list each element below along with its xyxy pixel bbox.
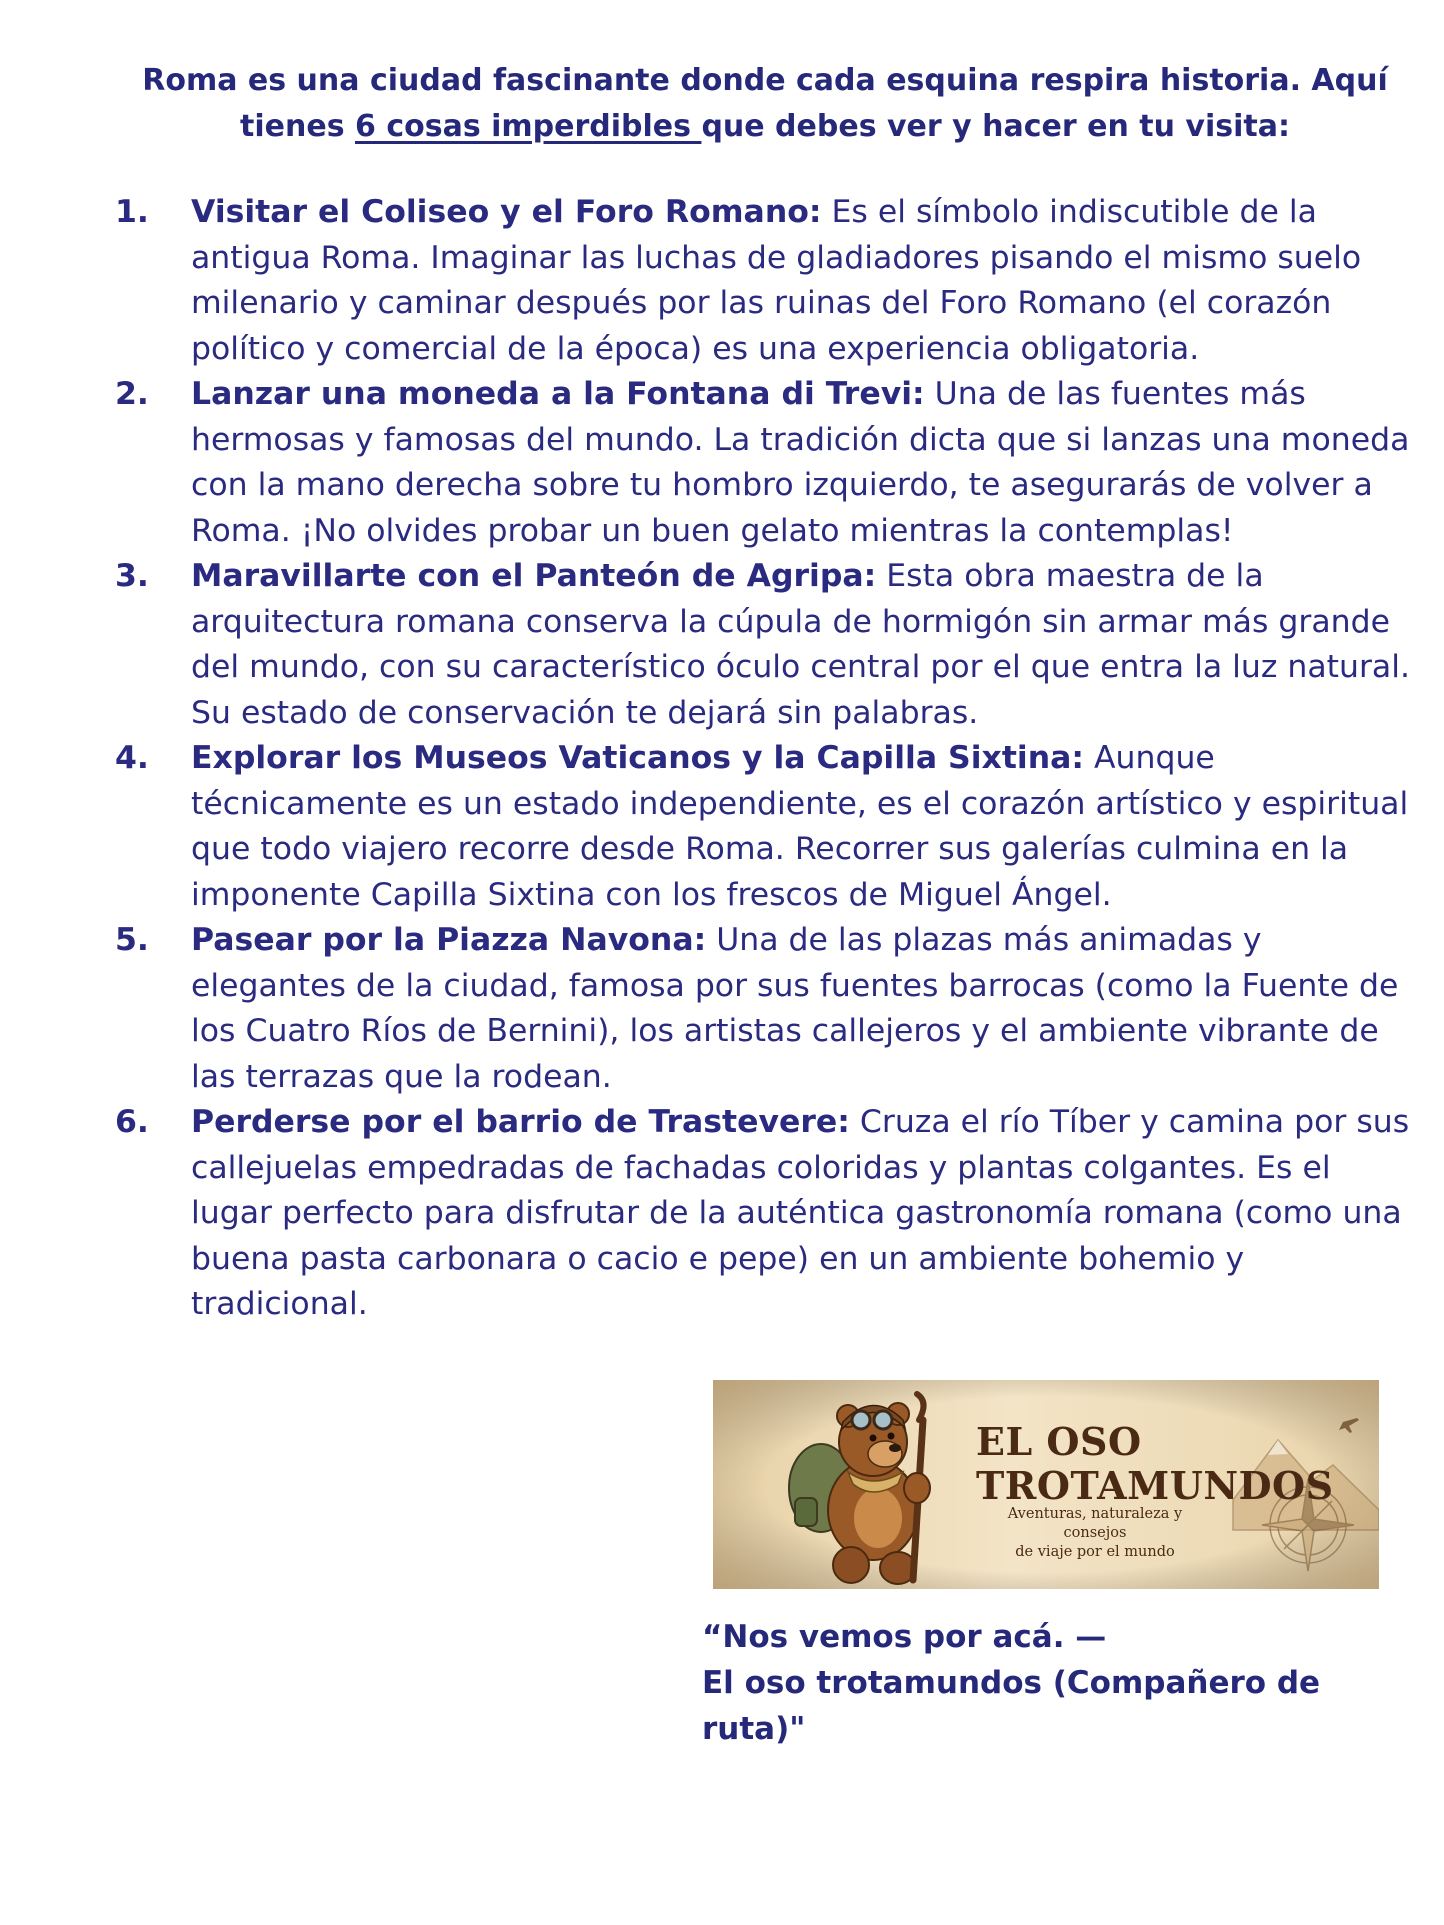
item-text: Una de las fuentes más hermosas y famosas del mundo. La tradición dicta que si lanzas una moneda con la mano derecha sobre tu hombro izquierdo, te asegurarás de volver a Roma. ¡No olvides probar un buen gelato mientras la contemplas! bbox=[191, 376, 1410, 549]
list-item bbox=[115, 736, 1415, 918]
banner-title bbox=[976, 1420, 1334, 1508]
list-item bbox=[115, 372, 1415, 554]
banner-tagline bbox=[975, 1505, 1215, 1562]
intro-text-start: Roma es una ciudad fascinante donde cada esquina respira historia. Aquí tienes bbox=[142, 63, 1388, 144]
item-number: 1. bbox=[115, 194, 149, 230]
item-title: Maravillarte con el Panteón de Agripa: bbox=[191, 558, 877, 594]
banner-tagline-line2: de viaje por el mundo bbox=[1015, 1544, 1175, 1560]
item-title: Explorar los Museos Vaticanos y la Capilla Sixtina: bbox=[191, 740, 1084, 776]
intro-highlight: 6 cosas imperdibles bbox=[355, 109, 702, 144]
signoff-line1: “Nos vemos por acá. — bbox=[702, 1619, 1107, 1655]
item-title: Lanzar una moneda a la Fontana di Trevi: bbox=[191, 376, 925, 412]
item-number: 3. bbox=[115, 558, 149, 594]
banner-title-line1: EL OSO bbox=[976, 1419, 1142, 1464]
item-text: Es el símbolo indiscutible de la antigua Roma. Imaginar las luchas de gladiadores pisando el mismo suelo milenario y caminar después por las ruinas del Foro Romano (el corazón político y comercial de la época) es una experiencia obligatoria. bbox=[191, 194, 1362, 367]
item-number: 2. bbox=[115, 376, 149, 412]
list-item bbox=[115, 554, 1415, 736]
list-item bbox=[115, 918, 1415, 1100]
item-text: Cruza el río Tíber y camina por sus callejuelas empedradas de fachadas coloridas y plantas colgantes. Es el lugar perfecto para disfrutar de la auténtica gastronomía romana (como una buena pasta carbonara o cacio e pepe) en un ambiente bohemio y tradicional. bbox=[191, 1104, 1410, 1322]
intro-text-end: que debes ver y hacer en tu visita: bbox=[701, 109, 1290, 144]
list-item bbox=[115, 190, 1415, 372]
item-text: Aunque técnicamente es un estado independiente, es el corazón artístico y espiritual que todo viajero recorre desde Roma. Recorrer sus galerías culmina en la imponente Capilla Sixtina con los frescos de Miguel Ángel. bbox=[191, 740, 1409, 913]
banner-title-line2: TROTAMUNDOS bbox=[976, 1463, 1334, 1508]
item-text: Esta obra maestra de la arquitectura romana conserva la cúpula de hormigón sin armar más grande del mundo, con su característico óculo central por el que entra la luz natural. Su estado de conservación te dejará sin palabras. bbox=[191, 558, 1410, 731]
brand-banner bbox=[713, 1380, 1379, 1589]
item-number: 4. bbox=[115, 740, 149, 776]
signoff-line2: El oso trotamundos (Compañero de ruta)" bbox=[702, 1665, 1321, 1747]
must-see-list bbox=[115, 190, 1415, 1328]
item-title: Pasear por la Piazza Navona: bbox=[191, 922, 707, 958]
item-number: 6. bbox=[115, 1104, 149, 1140]
list-item bbox=[115, 1100, 1415, 1328]
banner-tagline-line1: Aventuras, naturaleza y consejos bbox=[1007, 1506, 1183, 1541]
item-title: Visitar el Coliseo y el Foro Romano: bbox=[191, 194, 822, 230]
item-number: 5. bbox=[115, 922, 149, 958]
signoff-quote bbox=[702, 1614, 1422, 1752]
item-text: Una de las plazas más animadas y elegantes de la ciudad, famosa por sus fuentes barrocas (como la Fuente de los Cuatro Ríos de Bernini), los artistas callejeros y el ambiente vibrante de las terrazas que la rodean. bbox=[191, 922, 1399, 1095]
intro-paragraph bbox=[120, 58, 1410, 150]
item-title: Perderse por el barrio de Trastevere: bbox=[191, 1104, 850, 1140]
